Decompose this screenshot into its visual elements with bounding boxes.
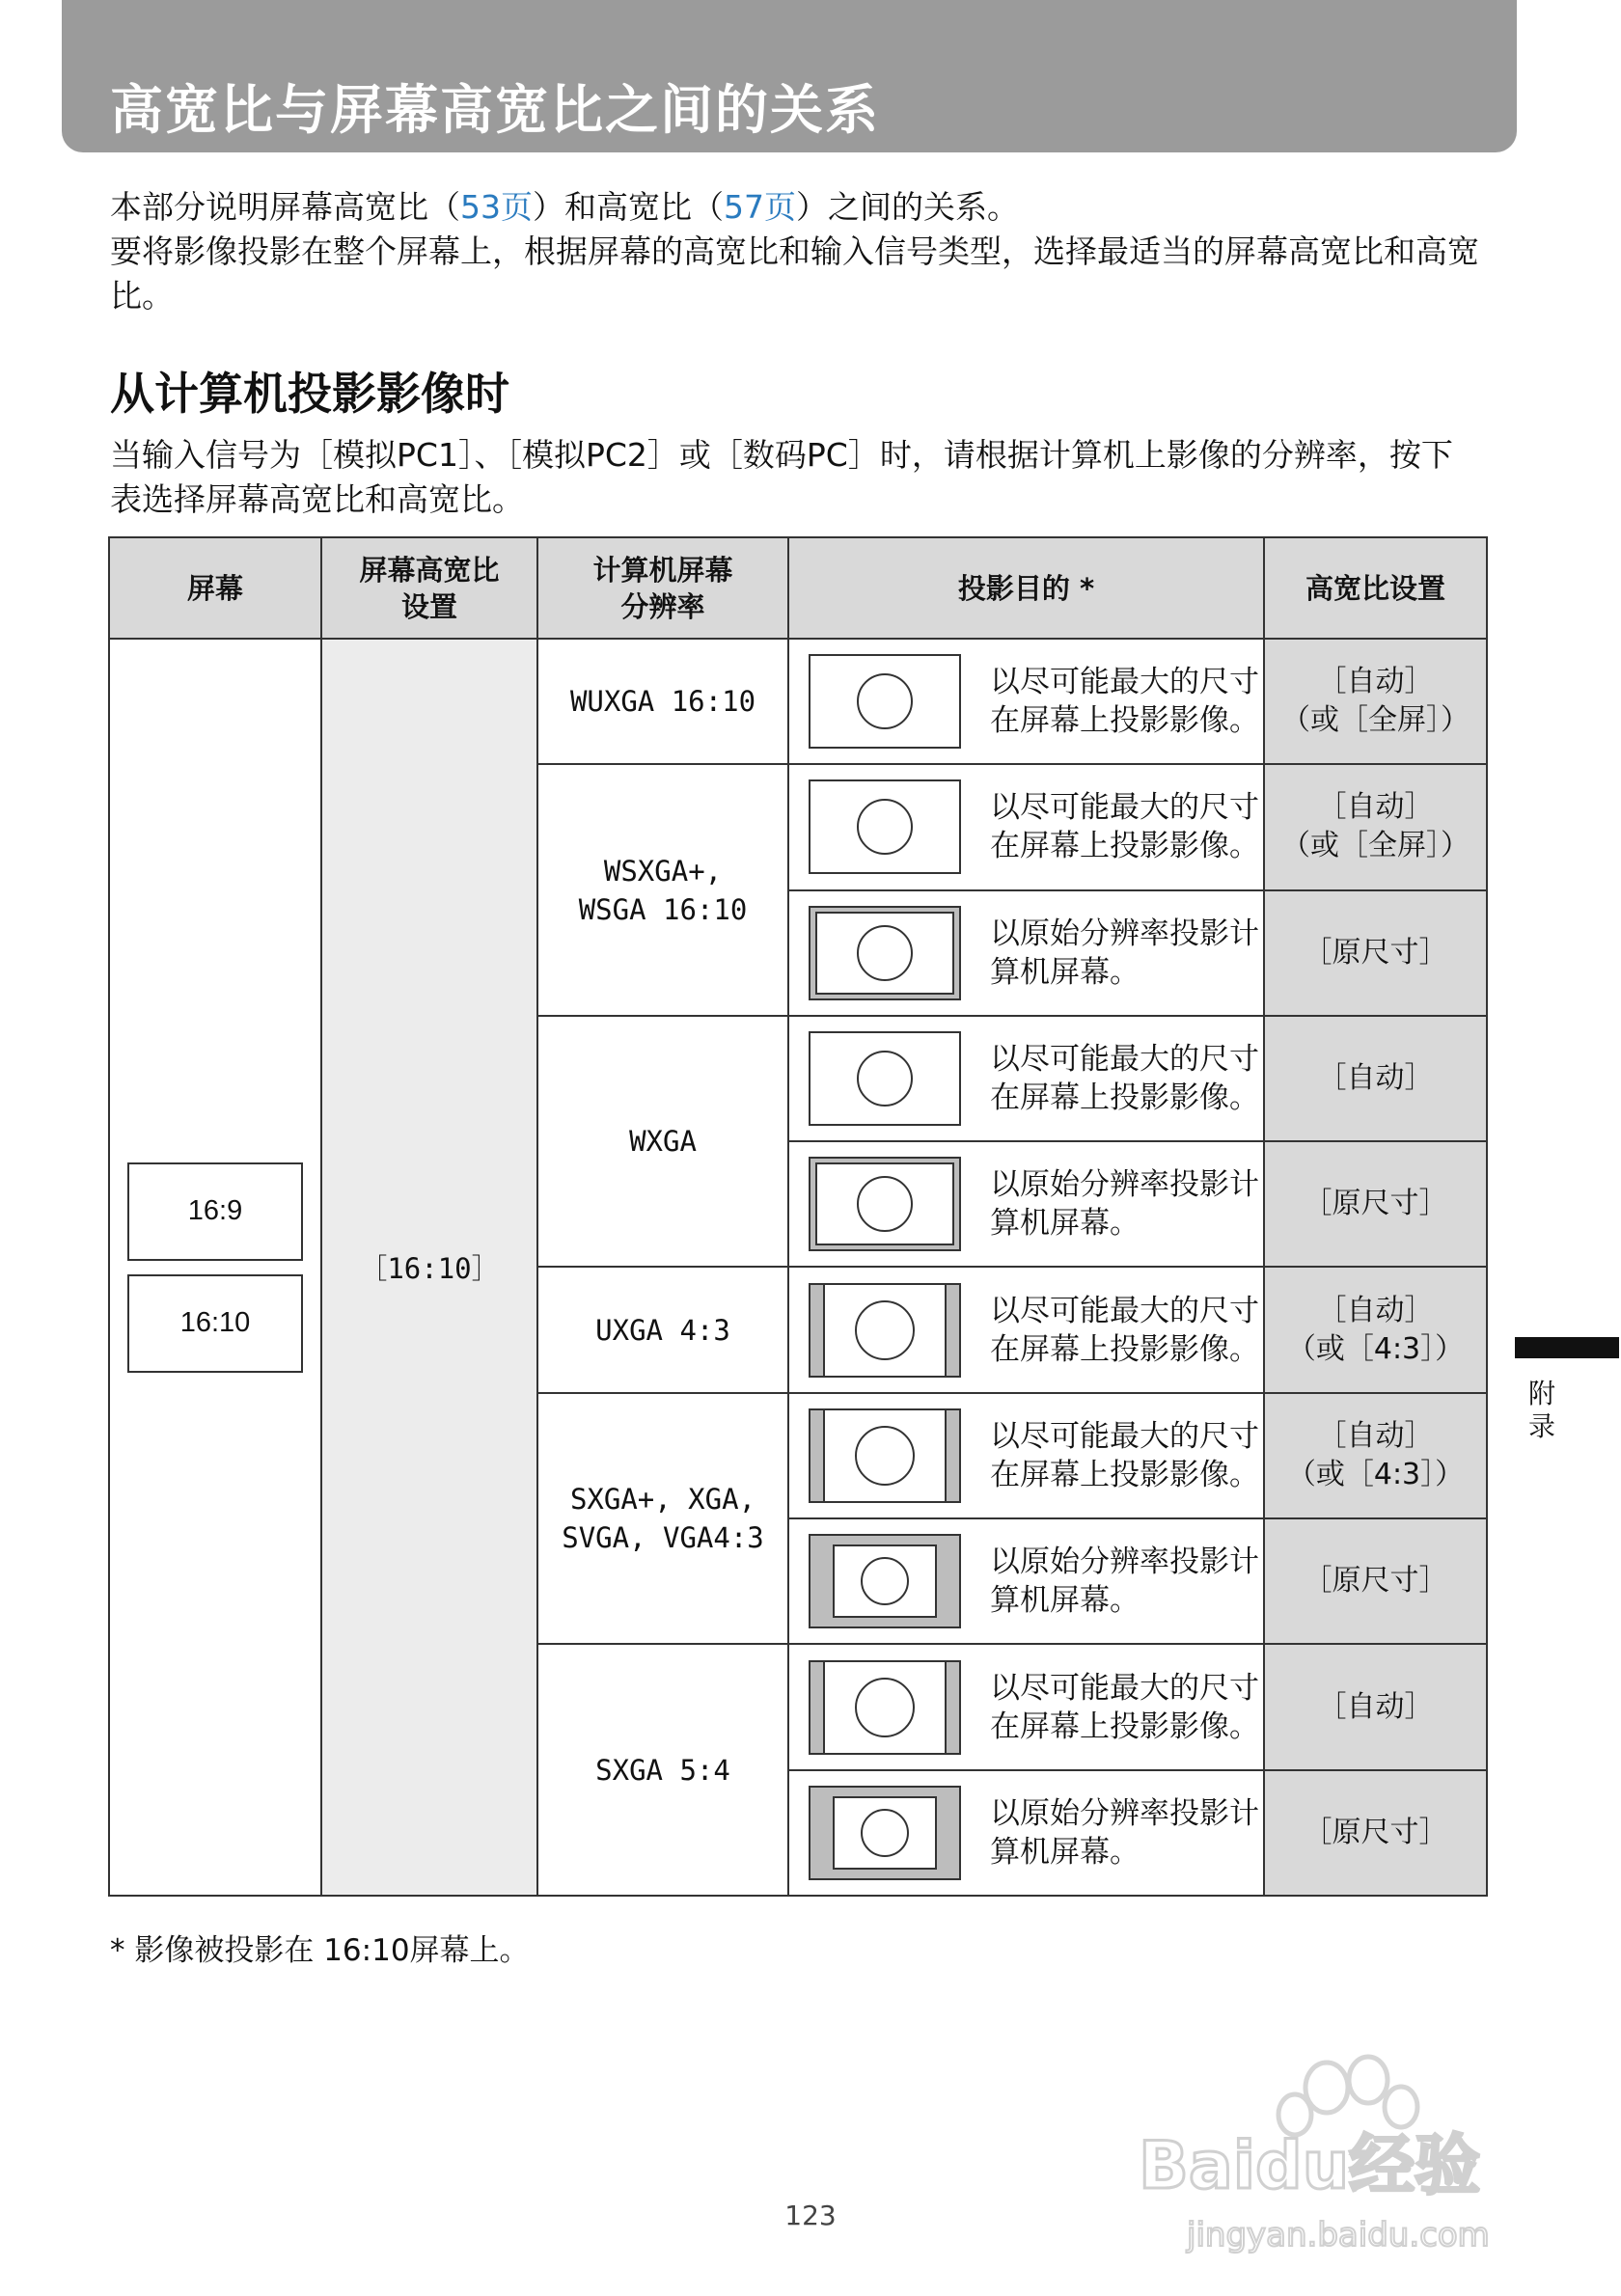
purpose-cell	[788, 1770, 1264, 1896]
purpose-text: 以尽可能最大的尺寸 在屏幕上投影影像。	[990, 1418, 1259, 1492]
aspect-setting-cell: ［原尺寸］	[1264, 1770, 1487, 1896]
projection-diagram-icon	[809, 1786, 961, 1880]
resolution-cell: UXGA 4:3	[537, 1267, 788, 1392]
header-aspect: 高宽比设置	[1264, 537, 1487, 639]
section-tab-label: 附录	[1527, 1378, 1555, 1442]
purpose-text: 以原始分辨率投影计 算机屏幕。	[990, 916, 1259, 990]
header-screen-ratio: 屏幕高宽比 设置	[321, 537, 537, 639]
aspect-setting-cell: ［自动］	[1264, 1644, 1487, 1769]
purpose-cell	[788, 1267, 1264, 1392]
projection-diagram-icon	[809, 1031, 961, 1126]
resolution-cell: WXGA	[537, 1016, 788, 1268]
baidu-watermark	[1129, 2026, 1534, 2267]
page-link-57[interactable]: 57页	[724, 188, 796, 226]
aspect-setting-cell: ［自动］ （或［4:3］）	[1264, 1393, 1487, 1518]
aspect-setting-cell: ［自动］ （或［4:3］）	[1264, 1267, 1487, 1392]
page-link-53[interactable]: 53页	[460, 188, 533, 226]
aspect-setting-cell: ［原尺寸］	[1264, 890, 1487, 1016]
purpose-text: 以尽可能最大的尺寸 在屏幕上投影影像。	[990, 665, 1259, 739]
purpose-text: 以尽可能最大的尺寸 在屏幕上投影影像。	[990, 790, 1259, 864]
aspect-setting-cell: ［原尺寸］	[1264, 1141, 1487, 1267]
title-bar	[62, 0, 1517, 152]
paw-icon	[1278, 2057, 1417, 2135]
watermark-brand: Baidu经验	[1139, 2128, 1481, 2204]
purpose-text: 以原始分辨率投影计 算机屏幕。	[990, 1167, 1259, 1242]
section-tab-marker	[1515, 1337, 1619, 1358]
purpose-text: 以尽可能最大的尺寸 在屏幕上投影影像。	[990, 1293, 1259, 1367]
aspect-setting-cell: ［原尺寸］	[1264, 1518, 1487, 1644]
page-number: 123	[784, 2200, 837, 2231]
projection-diagram-icon	[809, 1157, 961, 1251]
purpose-cell	[788, 1518, 1264, 1644]
aspect-setting-cell: ［自动］ （或［全屏］）	[1264, 764, 1487, 889]
aspect-setting-cell: ［自动］ （或［全屏］）	[1264, 639, 1487, 764]
resolution-cell: WSXGA+, WSGA 16:10	[537, 764, 788, 1016]
footnote: * 影像被投影在 16:10屏幕上。	[110, 1933, 530, 1968]
projection-diagram-icon	[809, 906, 961, 1000]
purpose-text: 以原始分辨率投影计 算机屏幕。	[990, 1795, 1259, 1870]
header-resolution: 计算机屏幕 分辨率	[537, 537, 788, 639]
projection-diagram-icon	[809, 1283, 961, 1378]
purpose-cell	[788, 890, 1264, 1016]
purpose-cell	[788, 1016, 1264, 1141]
purpose-cell	[788, 639, 1264, 764]
section-title: 从计算机投影影像时	[110, 368, 509, 420]
purpose-cell	[788, 764, 1264, 889]
purpose-text: 以尽可能最大的尺寸 在屏幕上投影影像。	[990, 1670, 1259, 1744]
purpose-cell	[788, 1393, 1264, 1518]
resolution-cell: SXGA 5:4	[537, 1644, 788, 1896]
aspect-setting-cell: ［自动］	[1264, 1016, 1487, 1141]
purpose-cell	[788, 1141, 1264, 1267]
header-screen: 屏幕	[109, 537, 321, 639]
screen-ratio-value: ［16:10］	[321, 639, 537, 1896]
intro-line-1: 本部分说明屏幕高宽比（53页）和高宽比（57页）之间的关系。	[110, 188, 1019, 226]
screen-option-16-10: 16:10	[127, 1274, 303, 1373]
projection-diagram-icon	[809, 654, 961, 749]
resolution-cell: SXGA+, XGA, SVGA, VGA4:3	[537, 1393, 788, 1645]
projection-diagram-icon	[809, 1534, 961, 1628]
screen-cell	[109, 639, 321, 1896]
projection-diagram-icon	[809, 779, 961, 874]
table-header-row	[109, 537, 1487, 639]
purpose-text: 以原始分辨率投影计 算机屏幕。	[990, 1544, 1259, 1619]
screen-option-16-9: 16:9	[127, 1162, 303, 1261]
table-row	[109, 639, 1487, 764]
projection-diagram-icon	[809, 1408, 961, 1503]
projection-diagram-icon	[809, 1660, 961, 1755]
aspect-ratio-table	[108, 536, 1488, 1897]
header-purpose: 投影目的 *	[788, 537, 1264, 639]
purpose-text: 以尽可能最大的尺寸 在屏幕上投影影像。	[990, 1042, 1259, 1116]
page-title: 高宽比与屏幕高宽比之间的关系	[110, 79, 881, 141]
resolution-cell: WUXGA 16:10	[537, 639, 788, 764]
intro-text	[110, 185, 1480, 318]
purpose-cell	[788, 1644, 1264, 1769]
watermark-url: jingyan.baidu.com	[1187, 2216, 1490, 2255]
intro-line-2: 要将影像投影在整个屏幕上，根据屏幕的高宽比和输入信号类型，选择最适当的屏幕高宽比和高宽比。	[110, 232, 1479, 314]
section-description: 当输入信号为［模拟PC1］、［模拟PC2］或［数码PC］时，请根据计算机上影像的分辨率，按下表选择屏幕高宽比和高宽比。	[110, 436, 1453, 518]
